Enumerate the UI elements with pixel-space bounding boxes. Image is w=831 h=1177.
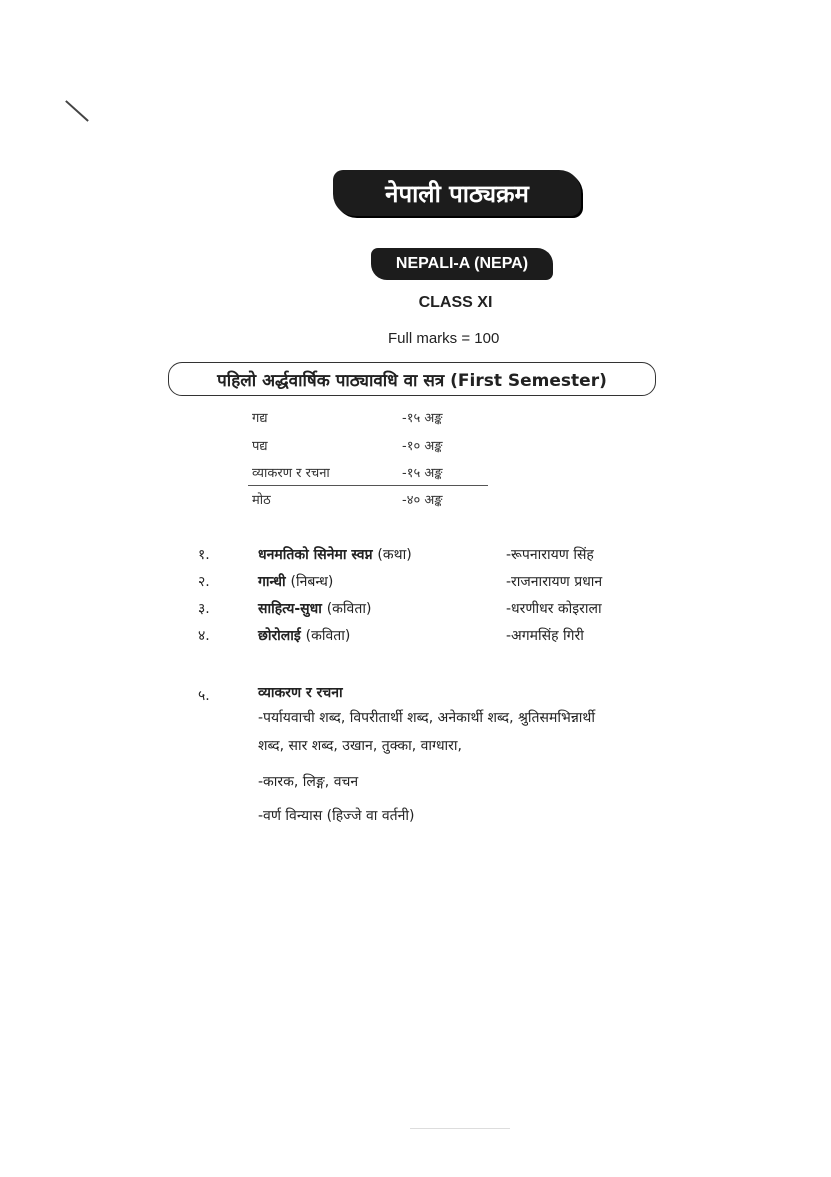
grammar-line: शब्द, सार शब्द, उखान, तुक्का, वाग्धारा, (258, 738, 462, 754)
lesson-title-wrap (258, 599, 371, 618)
subject-badge: NEPALI-A (NEPA) (371, 248, 553, 280)
marks-value: -१० अङ्क (402, 439, 443, 454)
marks-label: व्याकरण र रचना (252, 466, 330, 481)
lesson-title: गान्धी (258, 574, 286, 590)
lesson-genre: (कविता) (305, 628, 351, 644)
marks-value: -१५ अङ्क (402, 411, 443, 426)
lesson-author: -राजनारायण प्रधान (506, 574, 603, 590)
lesson-title: छोरोलाई (258, 628, 301, 644)
lesson-number: १. (198, 547, 210, 563)
grammar-number: ५. (198, 688, 210, 704)
grammar-line: -पर्यायवाची शब्द, विपरीतार्थी शब्द, अनेकार्थी शब्द, श्रुतिसमभिन्नार्थी (258, 710, 596, 726)
lesson-author: -धरणीधर कोइराला (506, 601, 602, 617)
lesson-title: साहित्य-सुधा (258, 601, 322, 617)
page-title: नेपाली पाठ्यक्रम (333, 170, 581, 216)
marks-value: -१५ अङ्क (402, 466, 443, 481)
lesson-number: ३. (198, 601, 210, 617)
lesson-author: -अगमसिंह गिरी (506, 628, 584, 644)
marks-value: -४० अङ्क (402, 493, 443, 508)
lesson-genre: (निबन्ध) (290, 574, 334, 590)
marks-label: गद्य (252, 411, 268, 426)
lesson-title-wrap (258, 545, 412, 564)
lesson-author: -रूपनारायण सिंह (506, 547, 594, 563)
marks-label: पद्य (252, 439, 268, 454)
lesson-title-wrap (258, 572, 333, 591)
scan-line (410, 1128, 510, 1129)
semester-heading: पहिलो अर्द्धवार्षिक पाठ्यावधि वा सत्र (First Semester) (168, 362, 656, 396)
total-divider (248, 485, 488, 486)
lesson-number: २. (198, 574, 210, 590)
grammar-line: -वर्ण विन्यास (हिज्जे वा वर्तनी) (258, 808, 415, 824)
lesson-number: ४. (198, 628, 210, 644)
grammar-heading: व्याकरण र रचना (258, 685, 343, 701)
scan-mark (65, 100, 88, 121)
lesson-genre: (कथा) (377, 547, 412, 563)
full-marks: Full marks = 100 (388, 330, 500, 347)
lesson-genre: (कविता) (326, 601, 372, 617)
class-label: CLASS XI (418, 294, 493, 311)
class-label-row (0, 294, 831, 312)
lesson-title: धनमतिको सिनेमा स्वप्न (258, 547, 373, 563)
marks-label: मोठ (252, 493, 271, 508)
grammar-line: -कारक, लिङ्ग, वचन (258, 774, 359, 790)
lesson-title-wrap (258, 626, 350, 645)
